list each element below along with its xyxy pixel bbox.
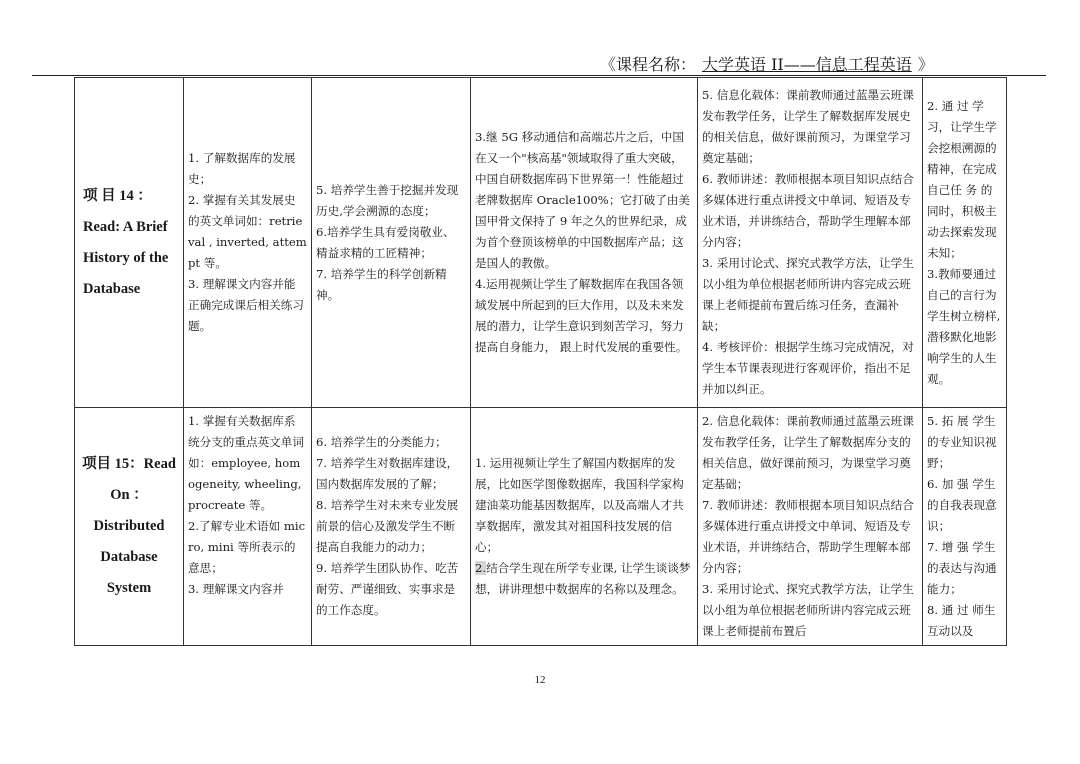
knowledge-goals-cell — [184, 78, 312, 408]
teaching-method-cell — [698, 78, 923, 408]
cell-paragraph: 6. 加 强 学生的自我表现意识； — [927, 477, 997, 533]
cell-paragraph: 8. 通 过 师生互动以及 — [927, 603, 996, 638]
lesson-plan-table — [74, 77, 1007, 646]
course-name-close: 》 — [917, 55, 934, 74]
cell-paragraph: 3. 理解课文内容并能正确完成课后相关练习题。 — [188, 277, 304, 333]
knowledge-goals-cell — [184, 408, 312, 646]
project-title-line: History of the — [83, 249, 169, 266]
ideology-item-text: 结合学生现在所学专业课, 让学生谈谈梦想，讲讲理想中数据库的名称以及理念。 — [475, 561, 691, 596]
course-name-value: 大学英语 II——信息工程英语 — [702, 55, 912, 74]
item-number-highlight: 2. — [475, 561, 487, 575]
teaching-method-cell — [698, 408, 923, 646]
cell-paragraph: 6.培养学生具有爱岗敬业、精益求精的工匠精神； — [316, 224, 455, 260]
cell-paragraph: 3. 理解课文内容并 — [188, 582, 284, 596]
cell-paragraph: 3.继 5G 移动通信和高端芯片之后，中国在又一个"核高基"领域取得了重大突破，中国自研数据库码下世界第一！性能超过老牌数据库 Oracle100%；它打破了由美国甲骨文保持了 9 年之久的世界纪录，成为首个登顶该榜单的中国数据库产品；这是国人的教傲。 — [475, 130, 690, 270]
expected-effect-cell — [923, 78, 1007, 408]
project-title-cell — [75, 408, 184, 646]
cell-paragraph: 9. 培养学生团队协作、吃苦耐劳、严谨细致、实事求是的工作态度。 — [316, 561, 459, 617]
table-row — [75, 408, 1007, 646]
ideology-elements-cell — [471, 408, 698, 646]
cell-paragraph: 1. 掌握有关数据库系统分支的重点英文单词如：employee, homogeneity, wheeling, procreate 等。 — [188, 414, 304, 512]
quality-goals-cell — [312, 408, 471, 646]
cell-paragraph: 7. 教师讲述：教师根据本项目知识点结合多媒体进行重点讲授文中单词、短语及专业术语，并讲练结合，帮助学生理解本部分内容； — [702, 498, 914, 575]
project-title-line: Distributed — [93, 518, 165, 534]
cell-paragraph: 7. 培养学生对数据库建设，国内数据库发展的了解； — [316, 456, 459, 491]
project-title-line: Read: A Brief — [83, 218, 168, 235]
project-title-cell — [75, 78, 184, 408]
ideology-item — [475, 558, 693, 600]
cell-paragraph: 7. 增 强 学生的表达与沟通能力； — [927, 540, 997, 596]
cell-paragraph: 4.运用视频让学生了解数据库在我国各领域发展中所起到的巨大作用，以及未来发展的潜力，让学生意识到刻苦学习，努力提高自身能力， 跟上时代发展的重要性。 — [475, 277, 688, 354]
cell-paragraph: 6. 培养学生的分类能力； — [316, 435, 447, 449]
page-number: 12 — [534, 674, 546, 686]
cell-paragraph: 3. 采用讨论式、探究式教学方法，让学生以小组为单位根据老师所讲内容完成云班课上老师提前布置后 — [702, 582, 914, 638]
cell-paragraph: 2.了解专业术语如 micro, mini 等所表示的意思； — [188, 519, 306, 575]
project-title-line: 项目 15：Read — [82, 456, 176, 472]
project-title-line: System — [106, 580, 152, 596]
project-title-line: On ： — [110, 487, 148, 503]
table-row — [75, 78, 1007, 408]
cell-paragraph: 4. 考核评价：根据学生练习完成情况，对学生本节课表现进行客观评价，指出不足并加以纠正。 — [702, 340, 914, 396]
course-name-header — [600, 52, 1020, 74]
ideology-item: 1. 运用视频让学生了解国内数据库的发展，比如医学图像数据库，我国科学家构建油菜功能基因数据库，以及高端人才共享数据库，激发其对祖国科技发展的信心； — [475, 456, 684, 554]
project-title-line: 项 目 14 ： — [83, 187, 152, 204]
cell-paragraph: 3. 采用讨论式、探究式教学方法，让学生以小组为单位根据老师所讲内容完成云班课上老师提前布置后练习任务，查漏补缺； — [702, 256, 914, 333]
quality-goals-cell — [312, 78, 471, 408]
cell-paragraph: 5. 拓 展 学生的专业知识视野； — [927, 414, 997, 470]
cell-paragraph: 6. 教师讲述：教师根据本项目知识点结合多媒体进行重点讲授文中单词、短语及专业术语，并讲练结合，帮助学生理解本部分内容； — [702, 172, 914, 249]
cell-paragraph: 2. 信息化载体：课前教师通过蓝墨云班课发布教学任务，让学生了解数据库分支的相关信息，做好课前预习，为课堂学习奠定基础； — [702, 414, 914, 491]
cell-paragraph: 5. 信息化载体：课前教师通过蓝墨云班课发布教学任务，让学生了解数据库发展史的相关信息，做好课前预习，为课堂学习奠定基础； — [702, 88, 914, 165]
ideology-elements-cell — [471, 78, 698, 408]
course-name-label: 《课程名称： — [600, 55, 697, 74]
cell-paragraph: 2. 掌握有关其发展史的英文单词如：retrieval , inverted, attempt 等。 — [188, 193, 307, 270]
cell-paragraph: 8. 培养学生对未来专业发展前景的信心及激发学生不断提高自我能力的动力； — [316, 498, 459, 554]
project-title-line: Database — [100, 549, 158, 565]
cell-paragraph: 2. 通 过 学习，让学生学会挖根溯源的精神，在完成自己任 务 的 同时，积极主动去探索发现未知； — [927, 98, 997, 260]
cell-paragraph: 5. 培养学生善于挖掘并发现历史,学会溯源的态度； — [316, 182, 459, 218]
header-rule — [32, 75, 1046, 76]
cell-paragraph: 3.教师要通过自己的言行为学生树立榜样,潜移默化地影响学生的人生观。 — [927, 266, 1001, 386]
project-title-line: Database — [83, 280, 141, 297]
cell-paragraph: 1. 了解数据库的发展史； — [188, 151, 296, 186]
expected-effect-cell — [923, 408, 1007, 646]
cell-paragraph: 7. 培养学生的科学创新精神。 — [316, 266, 447, 302]
